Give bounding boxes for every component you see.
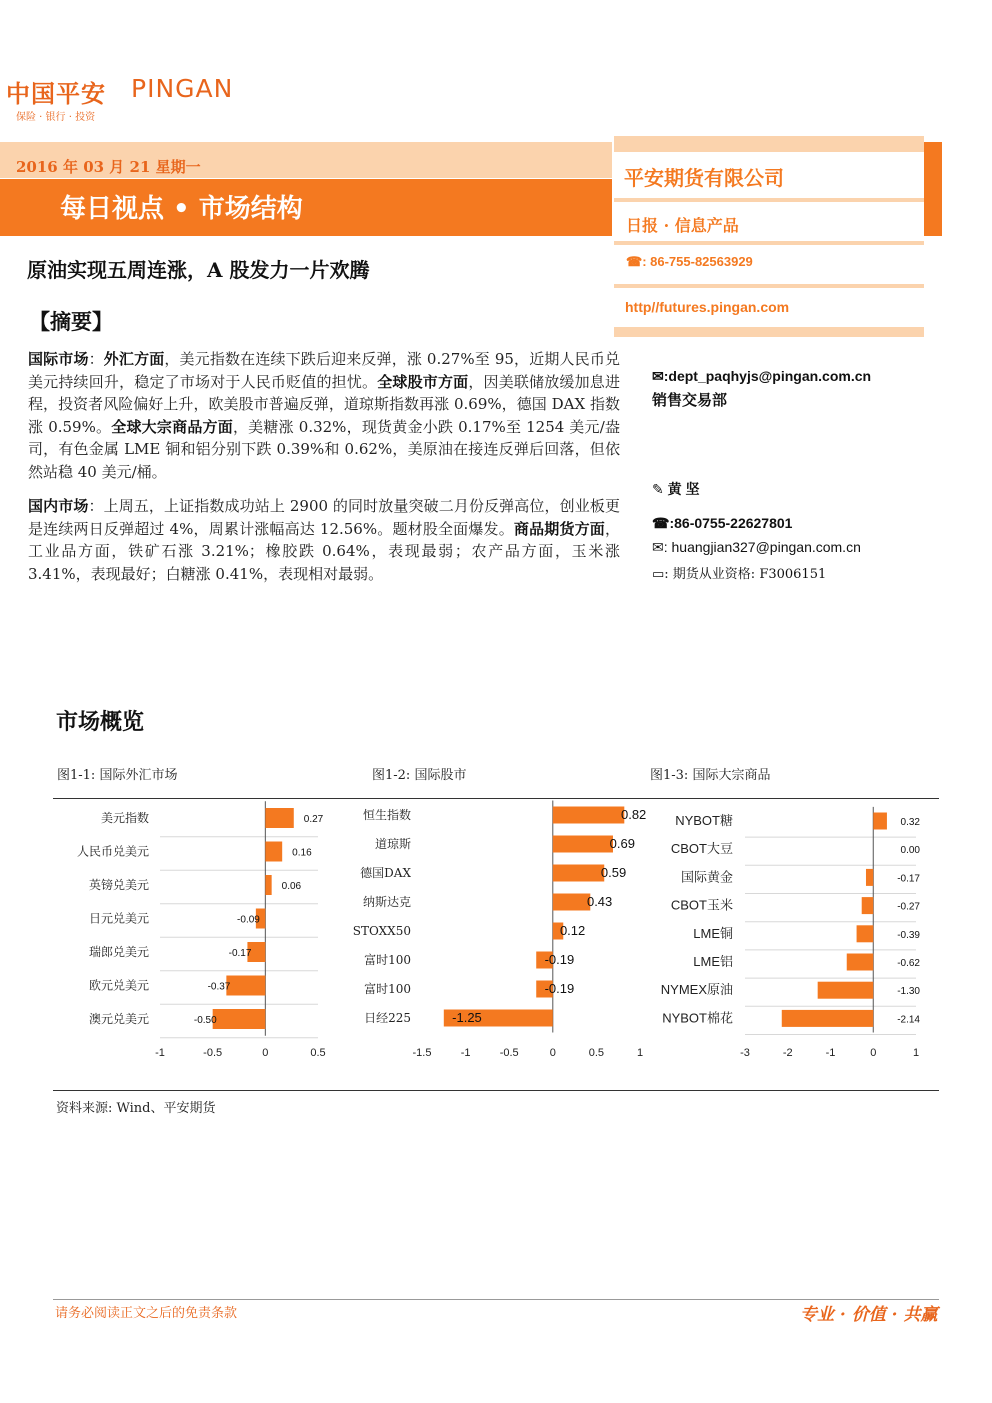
category-label: NYBOT糖 [675, 813, 733, 828]
bar [862, 897, 874, 914]
category-label: 英镑兑美元 [88, 878, 149, 892]
figure-caption-commodities: 图1-3: 国际大宗商品 [650, 768, 771, 783]
tick-label: -0.5 [499, 1047, 519, 1059]
logo-english: PINGAN [131, 74, 234, 103]
category-label: 恒生指数 [362, 808, 411, 822]
category-label: 道琼斯 [374, 837, 411, 851]
international-market-paragraph: 国际市场：外汇方面，美元指数在连续下跌后迎来反弹，涨 0.27%至 95，近期人民币兑美元持续回升，稳定了市场对于人民币贬值的担忧。全球股市方面，因美联储放缓加息进程，投资者风险偏好上升，欧美股市普遍反弹，道琼斯指数再涨 0.69%，德国 DAX 指数涨 0.59%。全球大宗商品方面，美糖涨 0.32%，现货黄金小跌 0.17%至 1254 美元/盎司，有色金属 LME 铜和铝分别下跌 0.39%和 0.62%，美原油在接连反弹后回落，但依然站稳 40 美元/桶。 [28, 350, 620, 481]
divider [614, 327, 924, 337]
mail-icon: ✉ [652, 539, 664, 555]
value-label: 0.43 [586, 894, 613, 909]
analyst-license: ▭: 期货从业资格: F3006151 [652, 567, 827, 582]
value-label: -0.17 [228, 948, 252, 959]
category-label: 富时100 [364, 953, 411, 967]
bar [213, 1009, 266, 1029]
bar [818, 982, 874, 999]
report-title: 每日视点 • 市场结构 [60, 194, 303, 224]
value-label: 0.00 [900, 845, 920, 857]
chart-commodities [661, 807, 921, 1059]
divider [614, 284, 924, 288]
value-label: 0.06 [281, 881, 302, 892]
report-type: 日报 · 信息产品 [626, 216, 739, 235]
chart-stock-market [353, 801, 647, 1060]
bar [782, 1010, 873, 1027]
mail-icon: ✉ [652, 368, 664, 384]
analyst-phone: ☎:86-0755-22627801 [652, 515, 793, 531]
bar [553, 807, 625, 824]
category-label: 日元兑美元 [88, 911, 149, 926]
bar [265, 842, 282, 862]
bar [553, 894, 590, 911]
logo-tagline: 保险 · 银行 · 投资 [16, 112, 96, 123]
domestic-market-paragraph: 国内市场：上周五，上证指数成功站上 2900 的同时放量突破二月份反弹高位，创业板更是连续两日反弹超过 4%，周累计涨幅高达 12.56%。题材股全面爆发。商品期货方面，工业品方面，铁矿石涨 3.21%；橡胶跌 0.64%，表现最弱；农产品方面，玉米涨 3.41%，表现最好；白糖涨 0.41%，表现相对最弱。 [28, 497, 620, 583]
analyst-email[interactable]: ✉: huangjian327@pingan.com.cn [652, 539, 861, 555]
tick-label: -2 [782, 1047, 793, 1059]
category-label: 日经225 [364, 1011, 411, 1025]
value-label: -0.50 [193, 1015, 217, 1026]
tick-label: 0.5 [310, 1047, 326, 1059]
category-label: LME铜 [693, 925, 733, 941]
footer-slogan: 专业 · 价值 · 共赢 [800, 1305, 938, 1325]
company-name: 平安期货有限公司 [624, 166, 784, 190]
value-label: -0.27 [897, 901, 920, 913]
bar [265, 875, 271, 895]
category-label: NYBOT棉花 [662, 1010, 733, 1026]
tick-label: -1.5 [412, 1047, 432, 1059]
divider [614, 198, 924, 202]
tick-label: 1 [912, 1047, 920, 1059]
value-label: 0.32 [900, 817, 920, 828]
bar [857, 925, 874, 942]
value-label: 0.16 [292, 847, 312, 859]
section-title: 市场概览 [56, 709, 145, 735]
category-label: LME铝 [693, 954, 733, 969]
category-label: 美元指数 [100, 811, 149, 825]
bar [226, 976, 265, 996]
tick-label: -1 [825, 1047, 836, 1059]
tick-label: -1 [460, 1047, 471, 1059]
company-website[interactable]: http//futures.pingan.com [625, 299, 790, 315]
category-label: CBOT玉米 [670, 897, 733, 913]
bar [553, 865, 604, 882]
value-label: 0.27 [303, 814, 324, 825]
dept-name: 销售交易部 [652, 392, 728, 409]
value-label: -0.62 [897, 958, 920, 969]
bar [873, 813, 887, 830]
category-label: 德国DAX [360, 866, 411, 880]
divider [614, 241, 924, 245]
charts-svg [0, 800, 992, 1090]
category-label: 富时100 [364, 982, 411, 996]
figure-caption-stocks: 图1-2: 国际股市 [372, 768, 467, 783]
tick-label: 0.5 [588, 1047, 605, 1059]
chart-fx-market [77, 801, 326, 1059]
tick-label: -1 [155, 1047, 165, 1059]
value-label: -0.17 [897, 873, 920, 885]
value-label: 0.82 [620, 807, 647, 822]
value-label: -1.25 [452, 1010, 482, 1025]
abstract-title: 【摘要】 [29, 309, 113, 334]
phone-icon: ☎ [652, 515, 670, 531]
category-label: 澳元兑美元 [88, 1012, 149, 1026]
category-label: STOXX50 [352, 924, 411, 938]
chart-top-rule [53, 798, 939, 799]
category-label: NYMEX原油 [660, 982, 733, 998]
figure-caption-fx: 图1-1: 国际外汇市场 [57, 768, 178, 783]
bar [553, 836, 613, 853]
value-label: 0.69 [609, 836, 635, 851]
tick-label: -0.5 [203, 1047, 223, 1059]
dept-email[interactable]: ✉:dept_paqhyjs@pingan.com.cn [652, 368, 872, 384]
value-label: 0.59 [600, 865, 627, 880]
bar [847, 954, 874, 971]
category-label: CBOT大豆 [670, 841, 733, 857]
value-label: -0.39 [897, 929, 920, 941]
value-label: -1.30 [897, 986, 920, 998]
headline: 原油实现五周连涨，A 股发力一片欢腾 [27, 258, 370, 282]
company-phone: ☎: 86-755-82563929 [626, 254, 753, 269]
category-label: 欧元兑美元 [88, 978, 149, 993]
data-source: 资料来源: Wind、平安期货 [56, 1101, 216, 1116]
report-date: 2016 年 03 月 21 星期一 [16, 158, 201, 176]
footer-disclaimer[interactable]: 请务必阅读正文之后的免责条款 [55, 1306, 238, 1321]
tick-label: 0 [549, 1047, 556, 1059]
analyst-name: ✎ 黄 坚 [652, 481, 700, 497]
chart-bottom-rule [53, 1090, 939, 1091]
phone-icon: ☎: [626, 254, 651, 269]
book-icon: ▭ [652, 567, 665, 582]
value-label: -0.19 [544, 981, 575, 996]
pen-icon: ✎ [652, 481, 668, 497]
sidebar-top-band [614, 136, 924, 152]
value-label: -2.14 [897, 1014, 920, 1026]
value-label: 0.12 [559, 923, 586, 938]
tick-label: -3 [740, 1047, 750, 1059]
category-label: 国际黄金 [680, 869, 733, 885]
sidebar-edge-band [924, 142, 942, 236]
logo-chinese: 中国平安 [6, 80, 106, 108]
value-label: -0.37 [207, 981, 231, 993]
tick-label: 1 [636, 1047, 644, 1059]
value-label: -0.19 [544, 952, 575, 967]
tick-label: 0 [262, 1047, 269, 1059]
category-label: 纳斯达克 [362, 895, 411, 909]
value-label: -0.09 [237, 914, 260, 926]
category-label: 人民币兑美元 [76, 844, 149, 859]
category-label: 瑞郎兑美元 [88, 945, 149, 959]
bar [866, 869, 873, 886]
bar [265, 808, 293, 828]
tick-label: 0 [870, 1047, 877, 1059]
